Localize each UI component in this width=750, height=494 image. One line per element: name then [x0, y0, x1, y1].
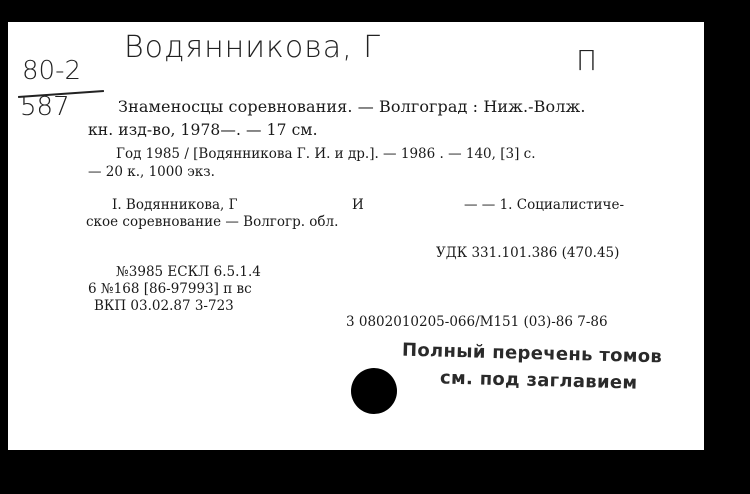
registry-code-1: №3985 ЕСКЛ 6.5.1.4 [116, 264, 261, 280]
catalog-card [8, 22, 704, 450]
publisher-code: 3 0802010205-066/М151 (03)-86 7-86 [346, 314, 608, 330]
volume-line-1: Год 1985 / [Водянникова Г. И. и др.]. — 1986 . — 140, [3] с. [116, 146, 536, 162]
handwritten-letter: П [576, 44, 598, 77]
registry-code-3: ВКП 03.02.87 3-723 [94, 298, 234, 314]
imprint-line: кн. изд-во, 1978—. — 17 см. [88, 121, 318, 139]
tracing-initial: И [352, 197, 364, 213]
registry-code-2: 6 №168 [86-97993] п вс [88, 281, 252, 297]
stamp-line-1: Полный перечень томов [401, 339, 663, 368]
handwritten-call-number-top: 80-2 [22, 56, 82, 86]
punch-hole [351, 368, 397, 414]
tracing-subject-end: ское соревнование — Волгогр. обл. [86, 214, 339, 230]
udk-code: УДК 331.101.386 (470.45) [436, 245, 620, 261]
handwritten-author: Водянникова, Г [124, 30, 381, 65]
handwritten-call-number-bottom: 587 [20, 92, 70, 122]
volume-line-2: — 20 к., 1000 экз. [88, 164, 215, 180]
tracing-subject-start: — — 1. Социалистиче- [464, 197, 625, 213]
tracing-author: I. Водянникова, Г [112, 197, 238, 213]
title-line: Знаменосцы соревнования. — Волгоград : Ниж.-Волж. [118, 97, 586, 116]
stamp-line-2: см. под заглавием [439, 367, 638, 394]
